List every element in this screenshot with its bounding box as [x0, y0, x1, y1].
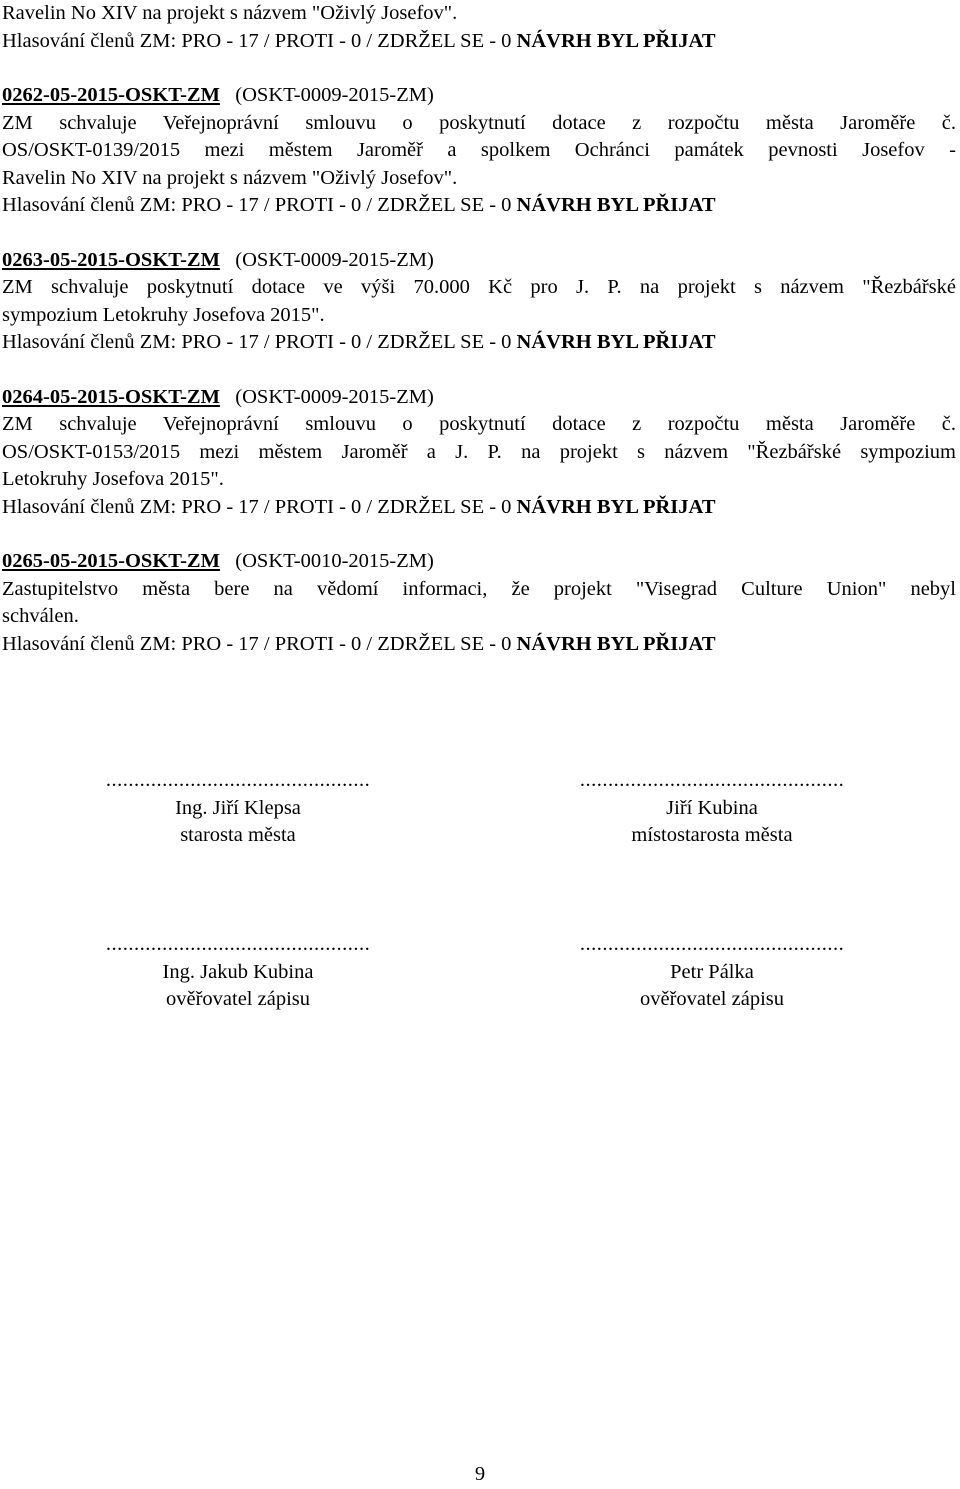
resolution-text-line: ZM schvaluje Veřejnoprávní smlouvu o poskytnutí dotace z rozpočtu města Jaroměře č.: [2, 111, 956, 134]
vote-line: [2, 494, 956, 522]
resolution-text-line: schválen.: [2, 605, 79, 627]
resolution-text-line: Letokruhy Josefova 2015".: [2, 468, 224, 490]
resolution-header: [2, 548, 956, 576]
resolution-item: [2, 384, 956, 522]
resolution-id: 0263-05-2015-OSKT-ZM: [2, 248, 220, 271]
resolution-id: 0264-05-2015-OSKT-ZM: [2, 385, 220, 408]
signatory-role: místostarosta města: [631, 824, 793, 846]
signature-block-verifier-1: [58, 931, 418, 1014]
vote-result: NÁVRH BYL PŘIJAT: [516, 29, 716, 52]
vote-result: NÁVRH BYL PŘIJAT: [516, 194, 716, 216]
signature-line: ...............................................: [105, 933, 371, 955]
resolution-id: 0265-05-2015-OSKT-ZM: [2, 550, 220, 572]
vote-result: NÁVRH BYL PŘIJAT: [516, 495, 716, 518]
signatory-name: Jiří Kubina: [666, 796, 758, 819]
intro-continuation: Ravelin No XIV na projekt s názvem "Oživlý Josefov".: [2, 2, 458, 24]
resolution-text-line: OS/OSKT-0153/2015 mezi městem Jaroměř a J. P. na projekt s názvem "Řezbářské sympozium: [2, 440, 956, 463]
vote-counts: Hlasování členů ZM: PRO - 17 / PROTI - 0 / ZDRŽEL SE - 0: [2, 29, 512, 52]
vote-counts: Hlasování členů ZM: PRO - 17 / PROTI - 0 / ZDRŽEL SE - 0: [2, 331, 512, 353]
vote-result: NÁVRH BYL PŘIJAT: [516, 331, 716, 353]
resolution-ref: (OSKT-0009-2015-ZM): [235, 248, 434, 271]
resolution-item: [2, 548, 956, 658]
resolution-ref: (OSKT-0010-2015-ZM): [235, 550, 434, 572]
resolution-item: [2, 247, 956, 357]
vote-counts: Hlasování členů ZM: PRO - 17 / PROTI - 0 / ZDRŽEL SE - 0: [2, 495, 512, 518]
vote-counts: Hlasování členů ZM: PRO - 17 / PROTI - 0 / ZDRŽEL SE - 0: [2, 632, 512, 655]
resolution-item: [2, 82, 956, 220]
signature-block-deputy-mayor: [532, 767, 892, 850]
signature-block-mayor: [58, 767, 418, 850]
document-page: [2, 0, 956, 658]
resolution-header: [2, 384, 956, 412]
vote-result: NÁVRH BYL PŘIJAT: [516, 632, 716, 655]
vote-line: [2, 631, 956, 659]
vote-line: [2, 192, 956, 220]
signatory-role: starosta města: [180, 824, 296, 846]
signature-block-verifier-2: [532, 931, 892, 1014]
resolution-ref: (OSKT-0009-2015-ZM): [235, 385, 434, 408]
resolution-header: [2, 82, 956, 110]
resolution-ref: (OSKT-0009-2015-ZM): [235, 84, 434, 106]
signatory-role: ověřovatel zápisu: [165, 988, 310, 1010]
resolution-text-line: sympozium Letokruhy Josefova 2015".: [2, 303, 325, 326]
signature-line: ...............................................: [105, 769, 371, 791]
signature-line: ...............................................: [579, 769, 845, 791]
signature-line: ...............................................: [579, 933, 845, 955]
resolution-text-line: OS/OSKT-0139/2015 mezi městem Jaroměř a spolkem Ochránci památek pevnosti Josefov -: [2, 139, 956, 161]
resolution-header: [2, 247, 956, 275]
resolution-text-line: Ravelin No XIV na projekt s názvem "Oživlý Josefov".: [2, 166, 458, 189]
resolution-text-line: Zastupitelstvo města bere na vědomí informaci, že projekt "Visegrad Culture Union" nebyl: [2, 577, 956, 600]
resolution-text-line: ZM schvaluje poskytnutí dotace ve výši 70.000 Kč pro J. P. na projekt s názvem "Řezbářské: [2, 276, 956, 298]
vote-line: [2, 329, 956, 357]
vote-counts: Hlasování členů ZM: PRO - 17 / PROTI - 0 / ZDRŽEL SE - 0: [2, 194, 512, 216]
signatory-name: Ing. Jiří Klepsa: [175, 796, 301, 819]
resolution-id: 0262-05-2015-OSKT-ZM: [2, 84, 220, 106]
page-number: 9: [474, 1463, 486, 1485]
vote-line: [2, 28, 956, 56]
resolution-text-line: ZM schvaluje Veřejnoprávní smlouvu o poskytnutí dotace z rozpočtu města Jaroměře č.: [2, 413, 956, 435]
signatory-name: Petr Pálka: [670, 960, 754, 983]
signatory-name: Ing. Jakub Kubina: [162, 960, 314, 983]
signatory-role: ověřovatel zápisu: [639, 988, 784, 1010]
